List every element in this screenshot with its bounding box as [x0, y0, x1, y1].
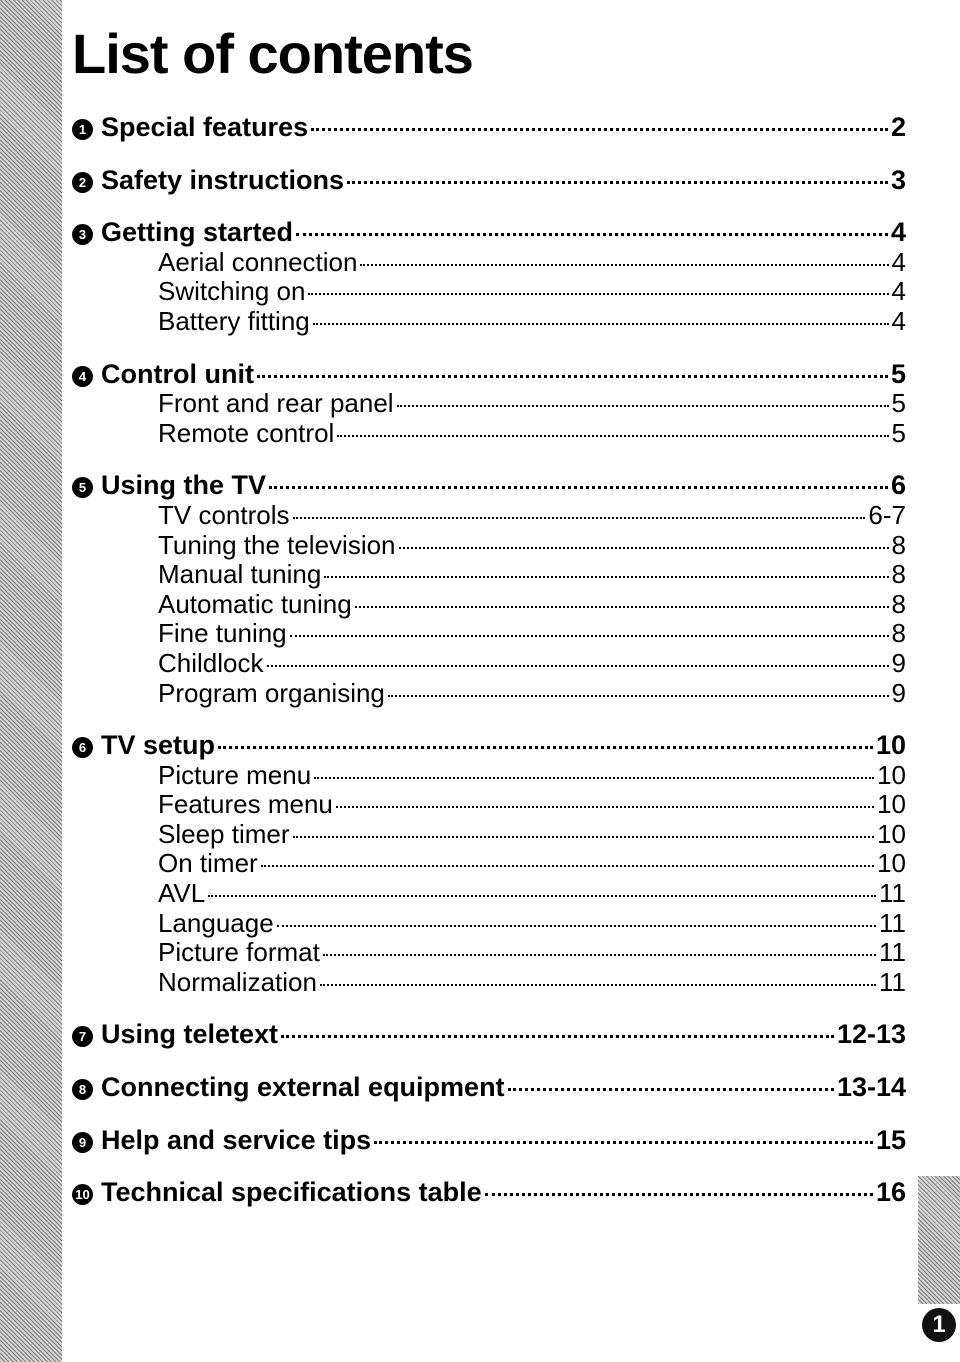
toc-section: [72, 1177, 906, 1207]
dot-leader: [281, 1035, 834, 1038]
toc-page-number: 15: [875, 1124, 906, 1155]
toc-sub-page-number: 10: [877, 818, 906, 849]
toc-entry-label: Safety instructions: [101, 164, 345, 195]
dot-leader: [218, 746, 873, 749]
toc-sub-page-number: 8: [891, 618, 906, 649]
dot-leader: [388, 695, 889, 697]
table-of-contents: [72, 112, 906, 1230]
toc-sub-entry[interactable]: [72, 388, 906, 418]
dot-leader: [267, 665, 889, 667]
toc-sub-entry[interactable]: [72, 559, 906, 589]
section-number-badge: 2: [72, 172, 93, 193]
toc-page-number: 10: [875, 730, 906, 761]
toc-sub-entry[interactable]: [72, 247, 906, 277]
toc-sub-label: TV controls: [158, 499, 290, 530]
dot-leader: [336, 806, 874, 808]
toc-sub-entry[interactable]: [72, 500, 906, 530]
section-number-badge: 10: [72, 1184, 93, 1205]
toc-page-number: 6: [890, 470, 906, 501]
toc-entry-label: Technical specifications table: [101, 1177, 482, 1208]
dot-leader: [320, 984, 876, 986]
toc-sub-label: Normalization: [158, 966, 317, 997]
toc-sub-entry[interactable]: [72, 306, 906, 336]
dot-leader: [290, 635, 889, 637]
dot-leader: [296, 233, 888, 236]
toc-entry-label: Help and service tips: [101, 1124, 372, 1155]
toc-sub-entry[interactable]: [72, 530, 906, 560]
toc-sub-label: Childlock: [158, 647, 264, 678]
toc-entry-label: Connecting external equipment: [101, 1072, 505, 1103]
dot-leader: [311, 128, 888, 131]
toc-section: [72, 1125, 906, 1155]
toc-sub-label: Aerial connection: [158, 246, 358, 277]
toc-section: [72, 470, 906, 707]
page-number-badge: 1: [922, 1308, 956, 1342]
toc-page-number: 13-14: [836, 1072, 906, 1103]
toc-page-number: 12-13: [836, 1019, 906, 1050]
dot-leader: [485, 1193, 873, 1196]
dot-leader: [257, 375, 888, 378]
dot-leader: [314, 777, 874, 779]
dot-leader: [293, 836, 875, 838]
toc-section: [72, 217, 906, 335]
dot-leader: [269, 486, 888, 489]
section-number-badge: 5: [72, 477, 93, 498]
dot-leader: [293, 517, 866, 519]
toc-sub-page-number: 4: [891, 305, 906, 336]
dot-leader: [208, 895, 876, 897]
toc-sub-label: Automatic tuning: [158, 588, 352, 619]
dot-leader: [323, 954, 876, 956]
toc-main-entry[interactable]: [72, 1125, 906, 1155]
toc-sub-page-number: 6-7: [868, 499, 906, 530]
toc-page-number: 4: [890, 217, 906, 248]
toc-sub-page-number: 9: [891, 677, 906, 708]
section-number-badge: 3: [72, 224, 93, 245]
section-number-badge: 6: [72, 737, 93, 758]
toc-sub-entry[interactable]: [72, 678, 906, 708]
toc-sub-page-number: 11: [879, 966, 906, 997]
toc-sub-label: Program organising: [158, 677, 385, 708]
toc-page-number: 16: [875, 1177, 906, 1208]
dot-leader: [374, 1141, 873, 1144]
toc-sub-page-number: 8: [891, 588, 906, 619]
toc-main-entry[interactable]: [72, 217, 906, 247]
page-title: List of contents: [72, 22, 473, 85]
toc-sub-page-number: 11: [879, 937, 906, 968]
toc-sub-label: Sleep timer: [158, 818, 290, 849]
toc-section: [72, 1072, 906, 1102]
toc-sub-entry[interactable]: [72, 937, 906, 967]
toc-sub-label: Features menu: [158, 789, 333, 820]
toc-sub-page-number: 5: [891, 388, 906, 419]
dot-leader: [324, 576, 888, 578]
toc-page-number: 3: [890, 164, 906, 195]
section-number-badge: 7: [72, 1026, 93, 1047]
toc-section: [72, 112, 906, 142]
toc-sub-label: Picture menu: [158, 759, 312, 790]
toc-sub-entry[interactable]: [72, 618, 906, 648]
toc-sub-entry[interactable]: [72, 276, 906, 306]
dot-leader: [355, 606, 889, 608]
toc-sub-label: Picture format: [158, 937, 320, 968]
toc-main-entry[interactable]: [72, 1019, 906, 1049]
toc-main-entry[interactable]: [72, 1177, 906, 1207]
section-number-badge: 9: [72, 1132, 93, 1153]
toc-sub-entry[interactable]: [72, 848, 906, 878]
toc-entry-label: Using teletext: [101, 1019, 279, 1050]
toc-sub-label: On timer: [158, 848, 258, 879]
dot-leader: [277, 925, 876, 927]
toc-sub-page-number: 8: [891, 529, 906, 560]
toc-main-entry[interactable]: [72, 1072, 906, 1102]
toc-sub-entry[interactable]: [72, 760, 906, 790]
toc-main-entry[interactable]: [72, 165, 906, 195]
toc-sub-label: Remote control: [158, 417, 335, 448]
toc-sub-entry[interactable]: [72, 819, 906, 849]
toc-entry-label: Getting started: [101, 217, 294, 248]
toc-sub-entry[interactable]: [72, 648, 906, 678]
toc-main-entry[interactable]: [72, 730, 906, 760]
toc-main-entry[interactable]: [72, 470, 906, 500]
toc-section: [72, 165, 906, 195]
toc-sub-page-number: 4: [891, 246, 906, 277]
toc-sub-entry[interactable]: [72, 967, 906, 997]
toc-sub-page-number: 11: [879, 878, 906, 909]
toc-section: [72, 359, 906, 448]
toc-sub-entry[interactable]: [72, 589, 906, 619]
dot-leader: [508, 1088, 834, 1091]
toc-section: [72, 1019, 906, 1049]
toc-sub-page-number: 10: [877, 789, 906, 820]
toc-sub-entry[interactable]: [72, 789, 906, 819]
toc-sub-page-number: 10: [877, 848, 906, 879]
dot-leader: [313, 323, 889, 325]
toc-sub-page-number: 9: [891, 647, 906, 678]
toc-entry-label: Control unit: [101, 358, 254, 389]
toc-sub-label: Battery fitting: [158, 305, 310, 336]
toc-sub-page-number: 4: [891, 276, 906, 307]
toc-sub-label: Tuning the television: [158, 529, 396, 560]
toc-sub-label: Manual tuning: [158, 559, 322, 590]
dot-leader: [399, 547, 889, 549]
toc-sub-label: Language: [158, 907, 274, 938]
dot-leader: [337, 435, 888, 437]
left-margin-strip: [0, 0, 62, 1362]
dot-leader: [347, 181, 888, 184]
toc-sub-label: Switching on: [158, 276, 306, 307]
dot-leader: [360, 264, 888, 266]
toc-page-number: 2: [890, 112, 906, 142]
toc-sub-label: Front and rear panel: [158, 388, 394, 419]
toc-main-entry[interactable]: [72, 359, 906, 389]
toc-sub-page-number: 11: [879, 907, 906, 938]
toc-sub-page-number: 10: [877, 759, 906, 790]
section-number-badge: 8: [72, 1079, 93, 1100]
toc-sub-label: AVL: [158, 878, 206, 909]
toc-page-number: 5: [890, 358, 906, 389]
toc-entry-label: Using the TV: [101, 470, 267, 501]
dot-leader: [261, 865, 874, 867]
dot-leader: [308, 293, 888, 295]
toc-sub-page-number: 8: [891, 559, 906, 590]
toc-section: [72, 730, 906, 996]
dot-leader: [397, 405, 889, 407]
section-number-badge: 1: [72, 119, 93, 140]
toc-sub-page-number: 5: [891, 417, 906, 448]
toc-entry-label: TV setup: [101, 730, 216, 761]
toc-entry-label: Special features: [101, 112, 309, 142]
toc-sub-entry[interactable]: [72, 878, 906, 908]
toc-sub-label: Fine tuning: [158, 618, 287, 649]
section-number-badge: 4: [72, 366, 93, 387]
side-tab: [918, 1176, 960, 1304]
toc-sub-entry[interactable]: [72, 908, 906, 938]
toc-sub-entry[interactable]: [72, 418, 906, 448]
toc-main-entry[interactable]: [72, 112, 906, 142]
